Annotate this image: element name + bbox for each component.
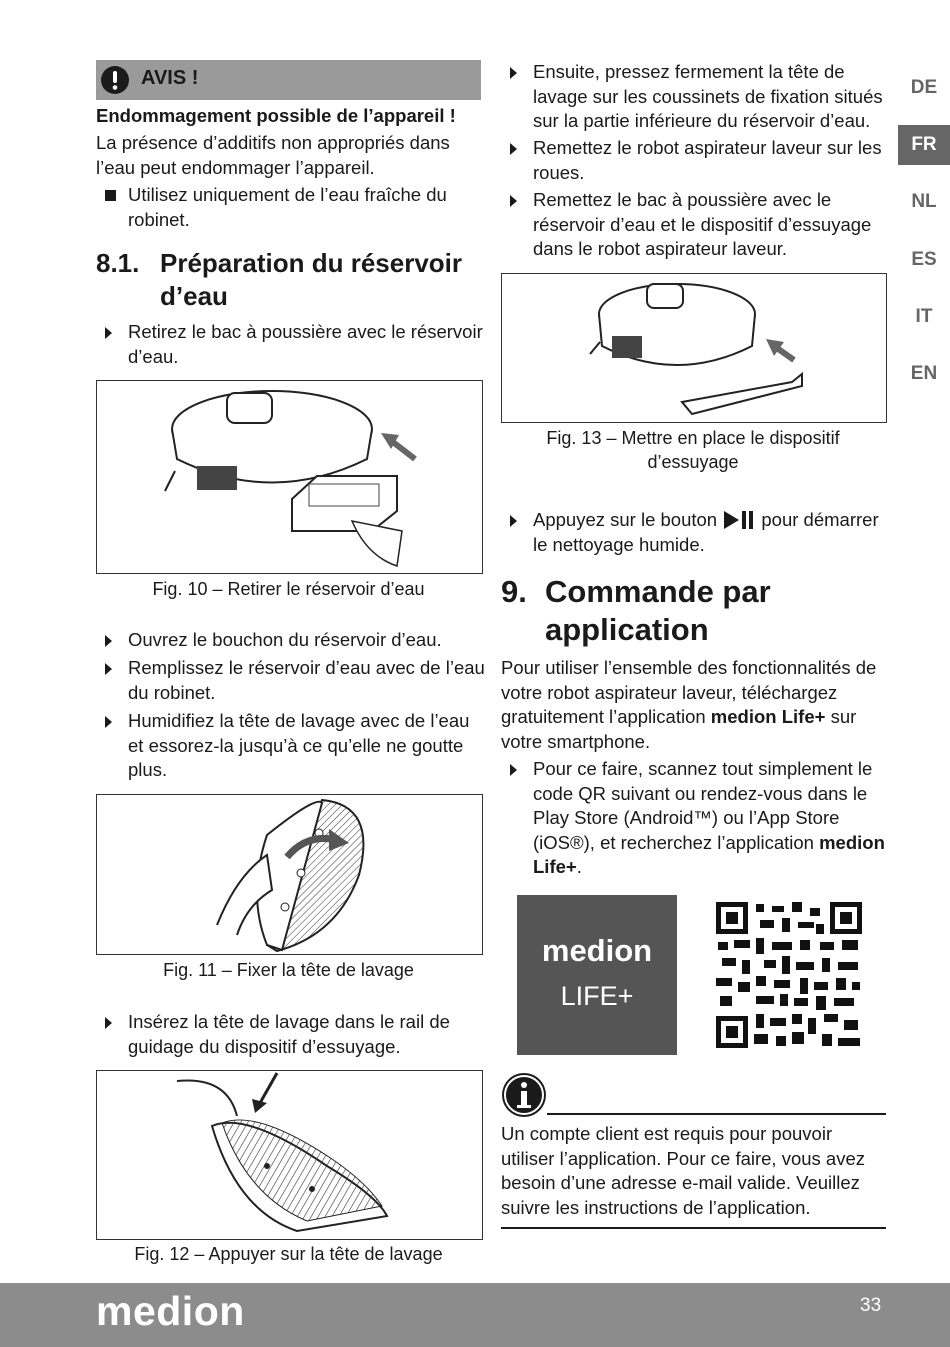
section-9-title: Commande par application: [545, 574, 771, 647]
lang-tab-nl[interactable]: NL: [911, 191, 937, 212]
arrow-bullet-icon: [105, 1017, 112, 1029]
info-text: Un compte client est requis pour pouvoir utiliser l’application. Pour ce faire, vous avez besoin d’une adresse e-mail valide. Veuillez suivre les instructions de l’application.: [501, 1123, 866, 1218]
list-item-text: Appuyez sur le bouton: [533, 509, 718, 530]
list-item: [96, 628, 508, 653]
warning-icon: [100, 65, 130, 95]
intro-text: Pour utiliser l’ensemble des fonctionnalités de votre robot aspirateur laveur, téléchargez gratuitement l’application: [501, 657, 877, 727]
list-item: [501, 508, 888, 557]
notice-banner: [96, 60, 481, 100]
list-item-text: Remettez le bac à poussière avec le réservoir d’eau et le dispositif d’essuyage dans le robot aspirateur laveur.: [533, 189, 872, 259]
lang-tab-fr[interactable]: FR: [898, 125, 950, 165]
lang-tab-de[interactable]: DE: [910, 77, 938, 98]
list-item-text: Ensuite, pressez fermement la tête de lavage sur les coussinets de fixation situés sur la partie inférieure du réservoir d’eau.: [533, 61, 883, 131]
list-item-text: Insérez la tête de lavage dans le rail de guidage du dispositif d’essuyage.: [128, 1011, 450, 1057]
info-icon: [501, 1072, 547, 1118]
arrow-bullet-icon: [105, 327, 112, 339]
medion-life-app-logo[interactable]: [517, 895, 677, 1055]
list-item-text: Retirez le bac à poussière avec le réservoir d’eau.: [128, 321, 483, 367]
figure-11-image: [96, 794, 483, 955]
section-9-intro: [501, 656, 886, 754]
lang-tab-es[interactable]: ES: [911, 249, 937, 270]
section-81-number: 8.1.: [96, 248, 140, 278]
list-item: [96, 1010, 498, 1059]
app-name: medion Life+: [533, 831, 885, 877]
notice-text: La présence d’additifs non appropriés dans l’eau peut endommager l’appareil.: [96, 132, 450, 178]
section-9-number: 9.: [501, 574, 527, 609]
notice-title: AVIS !: [141, 67, 199, 89]
notice-bullet: [96, 183, 488, 232]
list-item: [96, 320, 488, 369]
qr-code[interactable]: [716, 902, 862, 1048]
list-item-text: Humidifiez la tête de lavage avec de l’eau et essorez-la jusqu’à ce qu’elle ne goutte plus.: [128, 710, 470, 780]
arrow-bullet-icon: [510, 764, 517, 776]
list-item: [96, 709, 488, 783]
arrow-bullet-icon: [105, 663, 112, 675]
arrow-bullet-icon: [510, 67, 517, 79]
list-item-text: Remettez le robot aspirateur laveur sur les roues.: [533, 137, 882, 183]
figure-12-image: [96, 1070, 483, 1240]
figure-13-image: [501, 273, 887, 423]
app-name: medion Life+: [710, 706, 826, 727]
list-item: [501, 188, 888, 262]
square-bullet-icon: [105, 190, 116, 201]
robot-insert-mop-illustration: [502, 274, 886, 422]
figure-10-image: [96, 380, 483, 574]
list-item-text: Ouvrez le bouchon du réservoir d’eau.: [128, 629, 442, 650]
arrow-bullet-icon: [510, 143, 517, 155]
mop-press-illustration: [97, 1071, 482, 1239]
arrow-bullet-icon: [510, 195, 517, 207]
notice-subtitle: Endommagement possible de l’appareil !: [96, 105, 456, 126]
list-item-text: Remplissez le réservoir d’eau avec de l’eau du robinet.: [128, 657, 485, 703]
info-top-rule: [547, 1113, 886, 1115]
arrow-bullet-icon: [510, 515, 517, 527]
list-item-text: pour démarrer le nettoyage humide.: [533, 509, 879, 555]
lang-tab-it[interactable]: IT: [915, 306, 933, 327]
list-item: [96, 656, 488, 705]
mop-attach-illustration: [97, 795, 482, 954]
info-bottom-rule: [501, 1227, 886, 1229]
list-item: [501, 136, 888, 185]
notice-bullet-text: Utilisez uniquement de l’eau fraîche du robinet.: [128, 184, 447, 230]
arrow-bullet-icon: [105, 716, 112, 728]
footer-brand-logo: medion: [96, 1288, 245, 1334]
list-item: [501, 60, 888, 134]
figure-11-caption: Fig. 11 – Fixer la tête de lavage: [163, 960, 414, 980]
list-item: [501, 757, 888, 880]
figure-10-caption: Fig. 10 – Retirer le réservoir d’eau: [152, 579, 425, 599]
arrow-bullet-icon: [105, 635, 112, 647]
figure-13-caption-line1: Fig. 13 – Mettre en place le dispositif: [546, 428, 840, 448]
list-item-end: .: [576, 856, 582, 877]
play-pause-icon: [722, 509, 756, 531]
footer-bar: [0, 1283, 950, 1347]
app-logo-text: medion: [541, 933, 653, 968]
list-item-text: Pour ce faire, scannez tout simplement le code QR suivant ou rendez-vous dans le Play Store (Android™) ou l’App Store (iOS®), et recherchez l’application: [533, 758, 873, 853]
robot-remove-tank-illustration: [97, 381, 482, 573]
figure-12-caption: Fig. 12 – Appuyer sur la tête de lavage: [134, 1244, 443, 1264]
figure-13-caption-line2: d’essuyage: [647, 452, 739, 472]
intro-text-end: sur votre smartphone.: [501, 706, 857, 752]
lang-tab-en[interactable]: EN: [910, 363, 938, 384]
app-logo-subtext: LIFE+: [560, 981, 634, 1011]
section-81-title: Préparation du réservoir d’eau: [160, 248, 462, 311]
page-number: 33: [860, 1295, 882, 1316]
